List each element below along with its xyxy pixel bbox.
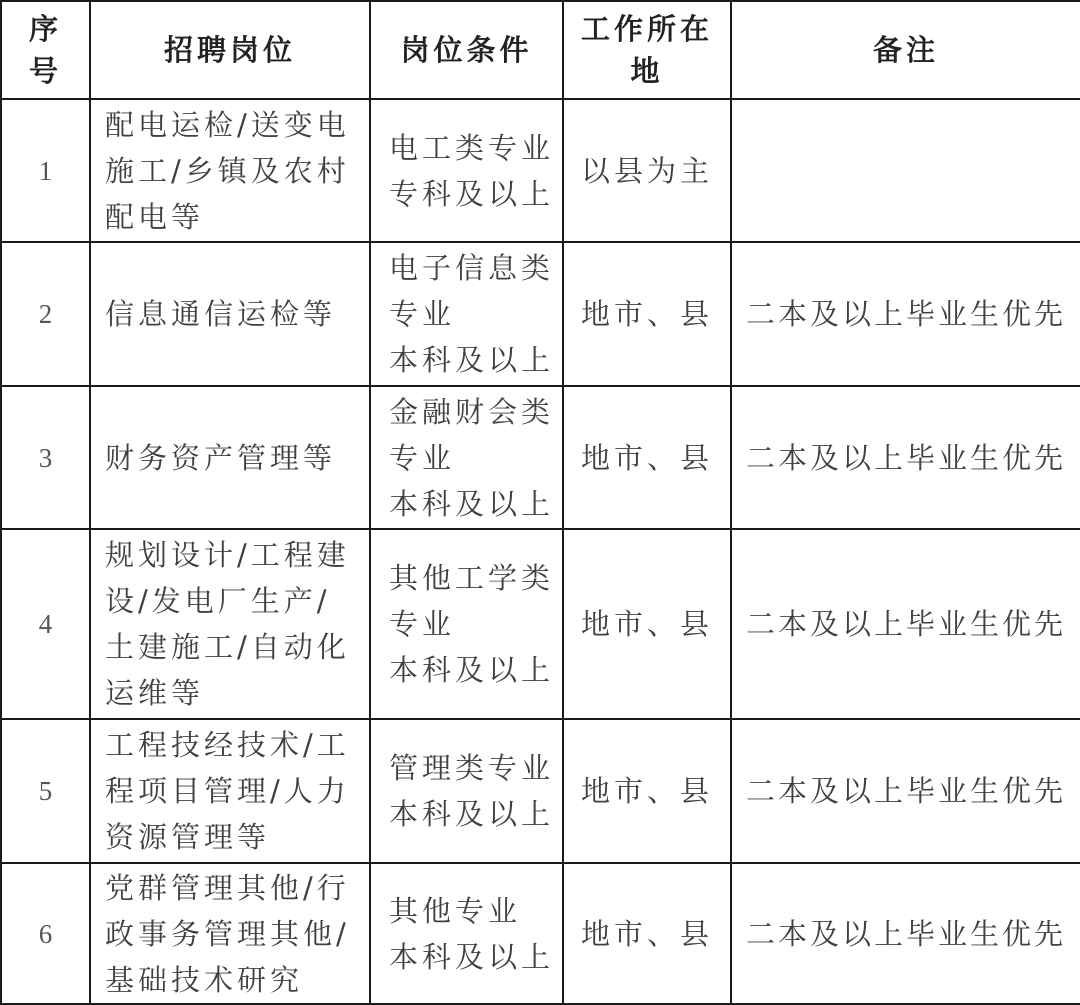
header-row bbox=[1, 1, 1080, 99]
row-note: 二本及以上毕业生优先 bbox=[731, 386, 1080, 529]
row-condition bbox=[370, 719, 563, 863]
condition-line: 本科及以上 bbox=[389, 486, 555, 521]
row-location: 地市、县 bbox=[563, 242, 731, 386]
condition-line: 本科及以上 bbox=[389, 343, 555, 377]
row-location: 以县为主 bbox=[563, 99, 731, 242]
table-row bbox=[1, 386, 1080, 529]
row-condition bbox=[370, 386, 563, 529]
row-position bbox=[90, 529, 370, 719]
condition-line: 专业 bbox=[389, 297, 456, 331]
condition-line: 本科及以上 bbox=[389, 797, 555, 831]
table-row bbox=[1, 719, 1080, 863]
condition-line: 电工类专业 bbox=[389, 130, 555, 165]
row-position bbox=[90, 99, 370, 242]
row-location: 地市、县 bbox=[563, 863, 731, 1004]
row-note: 二本及以上毕业生优先 bbox=[731, 719, 1080, 863]
position-line: 施工/乡镇及农村 bbox=[105, 153, 350, 188]
row-position bbox=[90, 386, 370, 529]
row-location: 地市、县 bbox=[563, 529, 731, 719]
header-location-line: 地 bbox=[630, 54, 664, 88]
row-position bbox=[90, 242, 370, 386]
row-note: 二本及以上毕业生优先 bbox=[731, 863, 1080, 1004]
header-position: 招聘岗位 bbox=[90, 1, 370, 99]
header-seq bbox=[1, 1, 90, 99]
row-note: 二本及以上毕业生优先 bbox=[731, 529, 1080, 719]
condition-line: 本科及以上 bbox=[389, 653, 555, 687]
table-row bbox=[1, 99, 1080, 242]
table-row bbox=[1, 863, 1080, 1004]
row-position bbox=[90, 719, 370, 863]
row-condition bbox=[370, 863, 563, 1004]
header-note: 备注 bbox=[731, 1, 1080, 99]
row-note: 二本及以上毕业生优先 bbox=[731, 242, 1080, 386]
row-condition bbox=[370, 242, 563, 386]
row-seq: 6 bbox=[1, 863, 90, 1004]
row-seq: 3 bbox=[1, 386, 90, 529]
condition-line: 本科及以上 bbox=[389, 939, 555, 974]
row-note bbox=[731, 99, 1080, 242]
position-line: 财务资产管理等 bbox=[105, 440, 337, 475]
table-row bbox=[1, 242, 1080, 386]
condition-line: 专业 bbox=[389, 440, 456, 475]
position-line: 程项目管理/人力 bbox=[105, 774, 350, 808]
table-row bbox=[1, 529, 1080, 719]
header-seq-line: 号 bbox=[28, 54, 62, 88]
position-line: 配电运检/送变电 bbox=[105, 107, 350, 142]
row-seq: 4 bbox=[1, 529, 90, 719]
header-location bbox=[563, 1, 731, 99]
position-line: 信息通信运检等 bbox=[105, 297, 337, 331]
position-line: 基础技术研究 bbox=[105, 962, 304, 997]
position-line: 工程技经技术/工 bbox=[105, 728, 350, 762]
row-condition bbox=[370, 99, 563, 242]
position-line: 党群管理其他/行 bbox=[105, 870, 350, 905]
position-line: 资源管理等 bbox=[105, 820, 271, 854]
row-position bbox=[90, 863, 370, 1004]
row-seq: 2 bbox=[1, 242, 90, 386]
condition-line: 其他工学类 bbox=[389, 561, 555, 595]
row-location: 地市、县 bbox=[563, 719, 731, 863]
condition-line: 管理类专业 bbox=[389, 751, 555, 785]
row-seq: 1 bbox=[1, 99, 90, 242]
row-seq: 5 bbox=[1, 719, 90, 863]
position-line: 土建施工/自动化 bbox=[105, 630, 350, 664]
condition-line: 金融财会类 bbox=[389, 394, 555, 429]
position-line: 政事务管理其他/ bbox=[105, 916, 350, 951]
header-condition: 岗位条件 bbox=[370, 1, 563, 99]
condition-line: 其他专业 bbox=[389, 893, 522, 928]
row-condition bbox=[370, 529, 563, 719]
condition-line: 专科及以上 bbox=[389, 176, 555, 211]
header-location-line: 工作所在 bbox=[580, 12, 713, 46]
condition-line: 专业 bbox=[389, 607, 456, 641]
position-line: 设/发电厂生产/ bbox=[105, 584, 331, 618]
position-line: 运维等 bbox=[105, 676, 205, 710]
position-line: 配电等 bbox=[105, 199, 205, 234]
condition-line: 电子信息类 bbox=[389, 251, 555, 285]
header-seq-line: 序 bbox=[28, 12, 62, 46]
row-location: 地市、县 bbox=[563, 386, 731, 529]
position-line: 规划设计/工程建 bbox=[105, 538, 350, 572]
